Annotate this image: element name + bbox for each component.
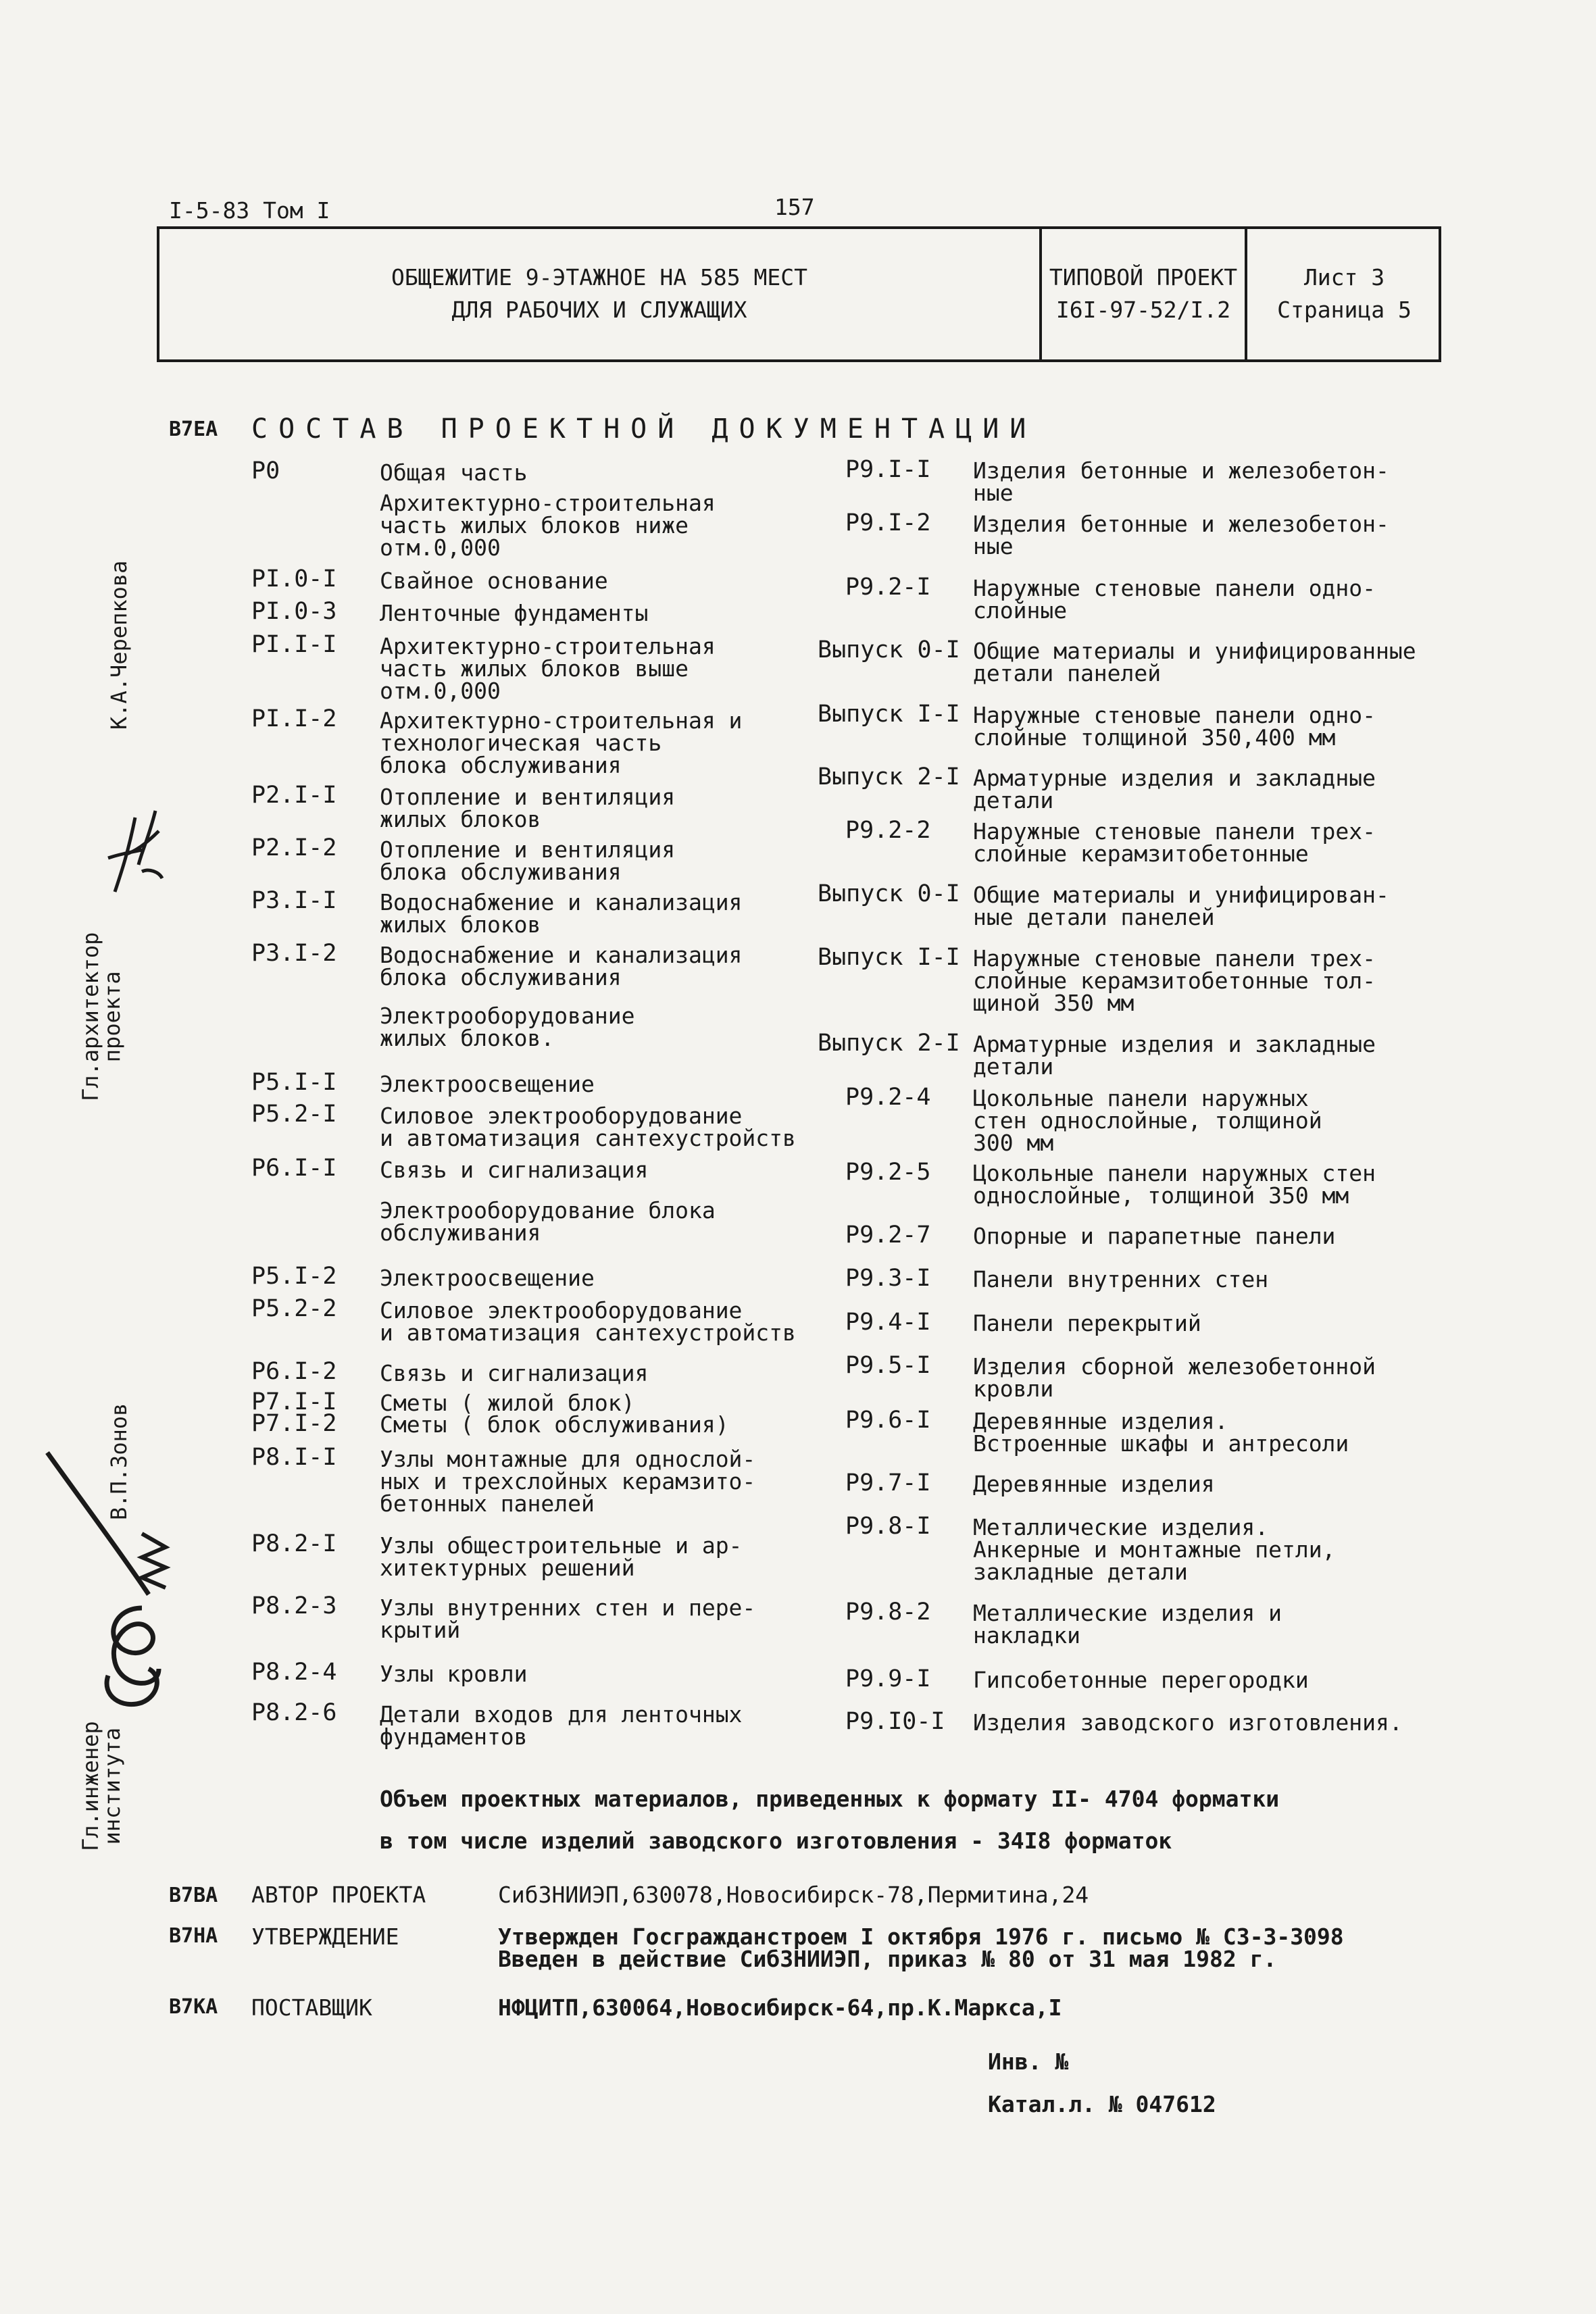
doc-title: Сметы ( жилой блок) xyxy=(380,1390,635,1416)
doc-title: Арматурные изделия и закладные детали xyxy=(973,765,1376,813)
doc-code: P8.2-6 xyxy=(251,1699,337,1726)
doc-code: P9.2-5 xyxy=(845,1159,931,1186)
doc-code: P9.2-I xyxy=(845,574,931,601)
document-title-line2: ДЛЯ РАБОЧИХ И СЛУЖАЩИХ xyxy=(451,297,747,323)
doc-code: P9.9-I xyxy=(845,1665,931,1692)
doc-title: Связь и сигнализация xyxy=(380,1157,649,1183)
doc-code: P2.I-2 xyxy=(251,834,337,861)
doc-code: Выпуск 2-I xyxy=(818,1030,960,1057)
doc-code: Выпуск I-I xyxy=(818,701,960,728)
doc-title: Общие материалы и унифицированные детали панелей xyxy=(973,638,1416,686)
supplier-code: В7КА xyxy=(169,1995,218,2019)
series-volume: I-5-83 Том I xyxy=(169,197,330,224)
doc-title: Панели перекрытий xyxy=(973,1310,1201,1336)
page-label: Страница 5 xyxy=(1277,297,1412,323)
doc-title: Изделия бетонные и железобетон- ные xyxy=(973,457,1389,506)
doc-code: P5.2-2 xyxy=(251,1295,337,1322)
doc-title: Электроосвещение xyxy=(380,1265,595,1291)
doc-title: Металлические изделия и накладки xyxy=(973,1600,1282,1649)
doc-title: Свайное основание xyxy=(380,568,608,594)
doc-code: P9.8-I xyxy=(845,1513,931,1540)
doc-title: Узлы общестроительные и ар- хитектурных решений xyxy=(380,1532,743,1581)
doc-code: P9.2-7 xyxy=(845,1222,931,1249)
doc-subheading: Электрооборудование жилых блоков. xyxy=(380,1003,635,1051)
doc-code: P8.I-I xyxy=(251,1444,337,1471)
author-code: В7ВА xyxy=(169,1884,218,1907)
doc-code: P9.4-I xyxy=(845,1309,931,1336)
doc-code: P5.I-I xyxy=(251,1069,337,1096)
title-block xyxy=(157,226,1441,362)
doc-title: Силовое электрооборудование и автоматизация сантехустройств xyxy=(380,1297,796,1346)
doc-title: Водоснабжение и канализация жилых блоков xyxy=(380,889,743,938)
doc-code: P5.I-2 xyxy=(251,1263,337,1290)
doc-title: Наружные стеновые панели одно- слойные толщиной 350,400 мм xyxy=(973,702,1376,751)
doc-title: Панели внутренних стен xyxy=(973,1266,1269,1292)
doc-title: Узлы кровли xyxy=(380,1661,528,1687)
doc-title: Арматурные изделия и закладные детали xyxy=(973,1031,1376,1080)
doc-code: P9.2-2 xyxy=(845,817,931,844)
catalog-number: Катал.л. № 047612 xyxy=(988,2091,1216,2117)
author-value: СибЗНИИЭП,630078,Новосибирск-78,Пермитина,24 xyxy=(498,1882,1089,1908)
doc-title: Цокольные панели наружных стен однослойные, толщиной 300 мм xyxy=(973,1085,1322,1156)
doc-subheading: Электрооборудование блока обслуживания xyxy=(380,1197,716,1246)
doc-title: Изделия заводского изготовления. xyxy=(973,1709,1403,1736)
doc-title: Наружные стеновые панели одно- слойные xyxy=(973,575,1376,624)
doc-code: P5.2-I xyxy=(251,1101,337,1128)
doc-code: P7.I-I xyxy=(251,1388,337,1415)
doc-code: PI.0-I xyxy=(251,565,337,593)
doc-code: P9.I0-I xyxy=(845,1708,945,1735)
doc-title: Общие материалы и унифицирован- ные детали панелей xyxy=(973,882,1389,930)
doc-title: Силовое электрооборудование и автоматизация сантехустройств xyxy=(380,1103,796,1151)
doc-title: Наружные стеновые панели трех- слойные керамзитобетонные тол- щиной 350 мм xyxy=(973,945,1376,1016)
page-number: 157 xyxy=(774,194,815,220)
doc-title: Гипсобетонные перегородки xyxy=(973,1667,1309,1693)
doc-title: Цокольные панели наружных стен однослойные, толщиной 350 мм xyxy=(973,1160,1376,1209)
signer-role-chief-engineer: Гл.инженер института xyxy=(78,1721,125,1851)
doc-title: Связь и сигнализация xyxy=(380,1360,649,1386)
doc-code: P9.2-4 xyxy=(845,1084,931,1111)
doc-code: P8.2-I xyxy=(251,1530,337,1557)
supplier-value: НФЦИТП,630064,Новосибирск-64,пр.К.Маркса,I xyxy=(498,1994,1062,2021)
doc-title: Отопление и вентиляция блока обслуживания xyxy=(380,836,676,885)
section-code: В7ЕА xyxy=(169,418,218,441)
doc-title: Электроосвещение xyxy=(380,1071,595,1097)
doc-title: Деревянные изделия. Встроенные шкафы и антресоли xyxy=(973,1408,1349,1457)
doc-title: Водоснабжение и канализация блока обслуживания xyxy=(380,942,743,990)
doc-title: Ленточные фундаменты xyxy=(380,600,649,626)
signature-cherepkova-image xyxy=(95,790,169,905)
doc-code: Выпуск 0-I xyxy=(818,880,960,907)
doc-code: P9.3-I xyxy=(845,1265,931,1292)
doc-title: Опорные и парапетные панели xyxy=(973,1223,1336,1249)
supplier-label: ПОСТАВЩИК xyxy=(251,1994,372,2021)
doc-code: P8.2-4 xyxy=(251,1659,337,1686)
sheet-number: Лист 3 xyxy=(1303,264,1385,291)
doc-code: Выпуск I-I xyxy=(818,944,960,971)
doc-code: P2.I-I xyxy=(251,782,337,809)
doc-code: P9.I-I xyxy=(845,456,931,483)
doc-subheading: Архитектурно-строительная часть жилых блоков ниже отм.0,000 xyxy=(380,490,716,561)
signer-role-chief-architect: Гл.архитектор проекта xyxy=(78,932,125,1101)
doc-title: Сметы ( блок обслуживания) xyxy=(380,1411,729,1438)
doc-code: P6.I-2 xyxy=(251,1358,337,1385)
doc-code: P9.7-I xyxy=(845,1469,931,1496)
document-title-line1: ОБЩЕЖИТИЕ 9-ЭТАЖНОЕ НА 585 МЕСТ xyxy=(391,264,807,291)
inventory-number: Инв. № xyxy=(988,2048,1069,2075)
doc-title: Архитектурно-строительная часть жилых блоков выше отм.0,000 xyxy=(380,633,716,704)
doc-code: P3.I-I xyxy=(251,887,337,914)
doc-code: P9.I-2 xyxy=(845,509,931,536)
doc-code: Выпуск 0-I xyxy=(818,636,960,663)
doc-title: Наружные стеновые панели трех- слойные керамзитобетонные xyxy=(973,818,1376,867)
doc-title: Детали входов для ленточных фундаментов xyxy=(380,1701,743,1750)
doc-title: Деревянные изделия xyxy=(973,1471,1215,1497)
approval-code: В7НА xyxy=(169,1924,218,1948)
doc-code: P8.2-3 xyxy=(251,1592,337,1619)
doc-code: Выпуск 2-I xyxy=(818,763,960,790)
volume-factory: в том числе изделий заводского изготовления - 34I8 форматок xyxy=(380,1828,1172,1854)
doc-title: Узлы монтажные для однослой- ных и трехслойных керамзито- бетонных панелей xyxy=(380,1446,756,1517)
signature-zonov-image xyxy=(41,1432,176,1723)
signer-name-cherepkova: К.А.Черепкова xyxy=(106,560,132,730)
doc-code: P9.6-I xyxy=(845,1407,931,1434)
author-label: АВТОР ПРОЕКТА xyxy=(251,1882,426,1908)
doc-code: P9.5-I xyxy=(845,1352,931,1379)
doc-title: Общая часть xyxy=(380,459,528,486)
project-number: I6I-97-52/I.2 xyxy=(1055,297,1231,323)
doc-code: PI.0-3 xyxy=(251,598,337,625)
approval-text: Утвержден Госгражданстроем I октября 1976 г. письмо № СЗ-3-3098 Введен в действие СибЗНИИЭП, приказ № 80 от 31 мая 1982 г. xyxy=(498,1923,1344,1972)
doc-code: Р0 xyxy=(251,457,280,484)
doc-code: P7.I-2 xyxy=(251,1410,337,1437)
doc-title: Узлы внутренних стен и пере- крытий xyxy=(380,1594,756,1643)
section-title: СОСТАВ ПРОЕКТНОЙ ДОКУМЕНТАЦИИ xyxy=(251,413,1037,445)
approval-label: УТВЕРЖДЕНИЕ xyxy=(251,1923,399,1950)
volume-total: Объем проектных материалов, приведенных к формату II- 4704 форматки xyxy=(380,1786,1280,1812)
doc-code: P3.I-2 xyxy=(251,940,337,967)
doc-code: P9.8-2 xyxy=(845,1599,931,1626)
doc-code: PI.I-2 xyxy=(251,705,337,732)
signer-name-zonov: В.П.Зонов xyxy=(106,1403,132,1520)
doc-title: Металлические изделия. Анкерные и монтажные петли, закладные детали xyxy=(973,1514,1336,1585)
project-type-label: ТИПОВОЙ ПРОЕКТ xyxy=(1049,264,1238,291)
doc-title: Отопление и вентиляция жилых блоков xyxy=(380,784,676,832)
doc-title: Изделия бетонные и железобетон- ные xyxy=(973,511,1389,559)
doc-code: PI.I-I xyxy=(251,631,337,658)
doc-title: Изделия сборной железобетонной кровли xyxy=(973,1353,1376,1402)
doc-title: Архитектурно-строительная и технологическая часть блока обслуживания xyxy=(380,707,743,778)
doc-code: P6.I-I xyxy=(251,1155,337,1182)
